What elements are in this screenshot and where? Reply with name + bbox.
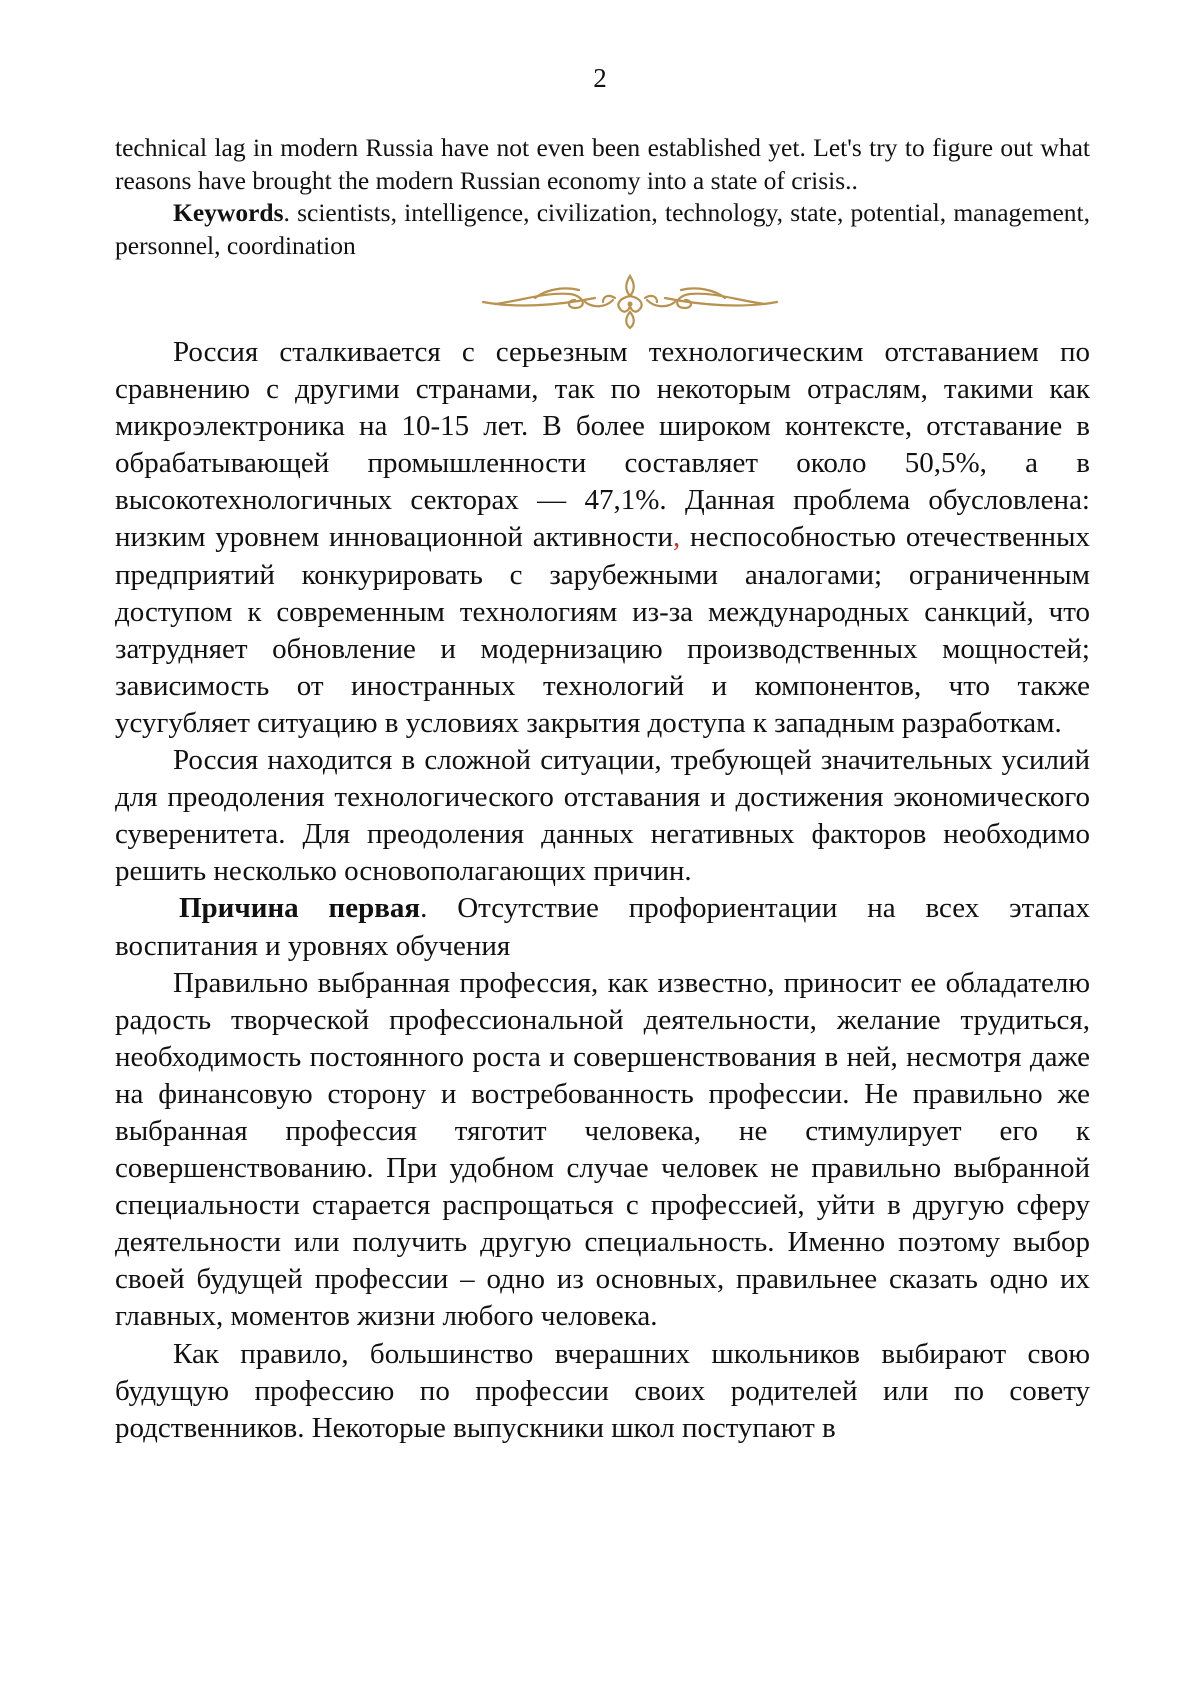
keywords-list: . scientists, intelligence, civilization, technology, state, potential, management, personnel, coordination <box>115 198 1090 260</box>
paragraph-profession-choice: Правильно выбранная профессия, как известно, приносит ее обладателю радость творческой профессиональной деятельности, желание трудиться, необходимость постоянного роста и совершенствования в ней, несмотря даже на финансовую сторону и востребованность профессии. Не правильно же выбранная профессия тяготит человека, не стимулирует его к совершенствованию. При удобном случае человек не правильно выбранной специальности старается распрощаться с профессией, уйти в другую сферу деятельности или получить другую специальность. Именно поэтому выбор своей будущей профессии – одно из основных, правильнее сказать одно их главных, моментов жизни любого человека. <box>115 966 1090 1333</box>
keywords-label: Keywords <box>173 198 284 227</box>
decorative-divider-icon <box>475 268 785 332</box>
paragraph-text-continued: неспособностью отечественных предприятий конкурировать с зарубежными аналогами; ограниченным доступом к современным технологиям из-за международных санкций, что затрудняет обновление и модернизацию производственных мощностей; зависимость от иностранных технологий и компонентов, что также усугубляет ситуацию в условиях закрытия доступа к западным разработкам. <box>115 521 1090 739</box>
abstract-section <box>115 132 1090 262</box>
paragraph-first-reason <box>115 890 1090 964</box>
paragraph-school-graduates: Как правило, большинство вчерашних школьников выбирают свою будущую профессию по профессии своих родителей или по совету родственников. Некоторые выпускники школ поступают в <box>115 1337 1090 1444</box>
abstract-tail: technical lag in modern Russia have not even been established yet. Let's try to figure out what reasons have brought the modern Russian economy into a state of crisis.. <box>115 133 1090 195</box>
main-body-text <box>115 334 1090 1447</box>
paragraph-difficult-situation: Россия находится в сложной ситуации, требующей значительных усилий для преодоления технологического отставания и достижения экономического суверенитета. Для преодоления данных негативных факторов необходимо решить несколько основополагающих причин. <box>115 744 1090 888</box>
keywords-paragraph <box>115 197 1090 262</box>
paragraph-text: Россия сталкивается с серьезным технологическим отставанием по сравнению с другими странами, так по некоторым отраслям, такими как микроэлектроника на 10-15 лет. В более широком контексте, отставание в обрабатывающей промышленности составляет около 50,5%, а в высокотехнологичных секторах — 47,1%. Данная проблема обусловлена: низким уровнем инновационной активности <box>115 336 1090 554</box>
page-number: 2 <box>593 63 607 93</box>
first-reason-text: . Отсутствие профориентации на всех этапах воспитания и уровнях обучения <box>115 892 1090 962</box>
first-reason-heading: Причина первая <box>179 892 421 925</box>
highlighted-comma: , <box>672 521 681 554</box>
paragraph-technological-lag <box>115 334 1090 742</box>
